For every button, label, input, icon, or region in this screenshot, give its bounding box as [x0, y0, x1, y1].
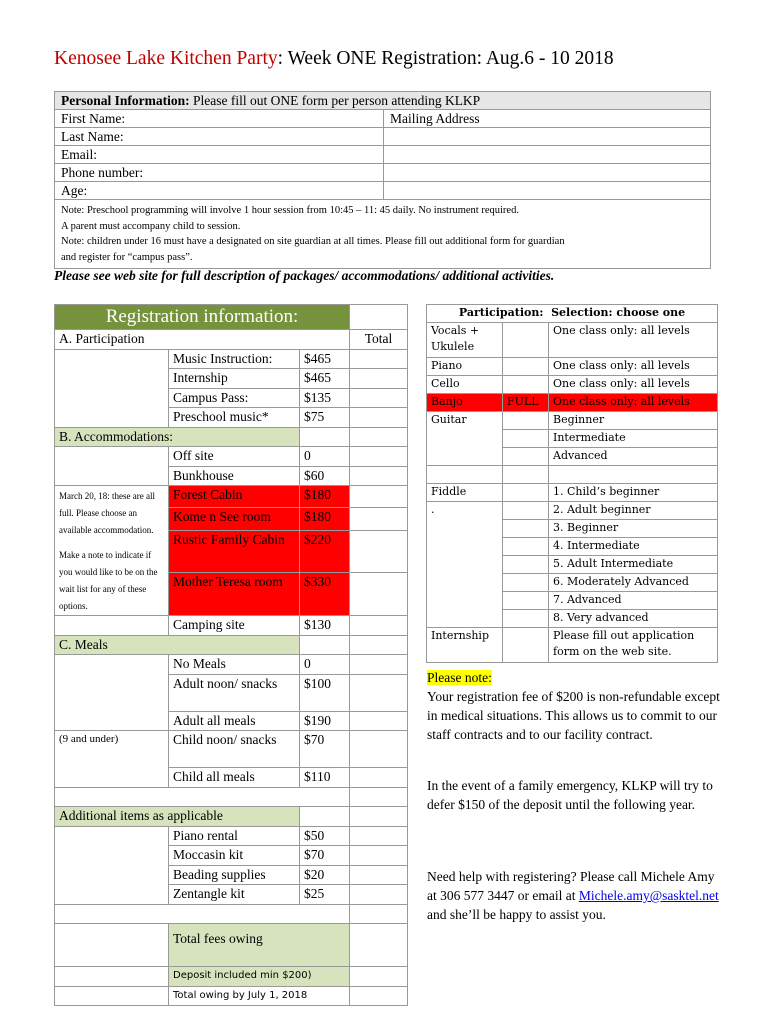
participation-price: $465 [300, 369, 350, 389]
age-field[interactable]: Age: [55, 182, 384, 200]
first-name-field[interactable]: First Name: [55, 110, 384, 128]
meal-price: $110 [300, 768, 350, 788]
please-note-label: Please note: [427, 670, 492, 685]
instrument-label: . [427, 502, 503, 628]
section-c-label: C. Meals [55, 635, 300, 655]
phone-field[interactable]: Phone number: [55, 164, 384, 182]
title-rest: : Week ONE Registration: Aug.6 - 10 2018 [277, 48, 614, 69]
total-fees-label: Total fees owing [169, 924, 350, 967]
email-link[interactable]: Michele.amy@sasktel.net [578, 888, 719, 903]
instrument-label: Piano [427, 358, 503, 376]
participation-price: $135 [300, 388, 350, 408]
website-note: Please see web site for full description of packages/ accommodations/ additional activities. [54, 268, 555, 283]
accommodation-price-full: $330 [300, 573, 350, 616]
total-fees-value[interactable] [350, 924, 408, 967]
additional-label: Beading supplies [169, 865, 300, 885]
total-owing-value[interactable] [350, 986, 408, 1006]
additional-total[interactable] [350, 846, 408, 866]
accommodation-label-full: Forest Cabin [169, 486, 300, 508]
participation-price: $75 [300, 408, 350, 428]
accommodation-label-full: Kome n See room [169, 508, 300, 530]
meal-total[interactable] [350, 655, 408, 675]
instrument-label: Cello [427, 376, 503, 394]
accommodation-price: $60 [300, 466, 350, 486]
meal-price: $190 [300, 711, 350, 731]
selection-option[interactable]: Please fill out application form on the web site. [549, 628, 718, 663]
accommodation-price: 0 [300, 447, 350, 467]
meal-label: Child noon/ snacks [169, 731, 300, 768]
selection-option[interactable]: Advanced [549, 448, 718, 466]
instrument-label: Guitar [427, 412, 503, 466]
accommodation-label: Off site [169, 447, 300, 467]
accommodation-total[interactable] [350, 508, 408, 530]
selection-option[interactable]: One class only: all levels [549, 358, 718, 376]
instrument-label-full: Banjo [427, 394, 503, 412]
mailing-line-2[interactable] [384, 146, 711, 164]
section-b-label: B. Accommodations: [55, 427, 300, 447]
total-owing-label: Total owing by July 1, 2018 [169, 986, 350, 1006]
participation-label: Music Instruction: [169, 349, 300, 369]
additional-price: $20 [300, 865, 350, 885]
instrument-label: Fiddle [427, 484, 503, 502]
selection-option[interactable]: Beginner [549, 412, 718, 430]
participation-label: Internship [169, 369, 300, 389]
participation-price: $465 [300, 349, 350, 369]
accommodation-total[interactable] [350, 447, 408, 467]
accommodation-price: $130 [300, 616, 350, 636]
personal-info-table [54, 91, 711, 269]
meal-label: Child all meals [169, 768, 300, 788]
fee-text: Your registration fee of $200 is non-refundable except in medical situations. This allows us to commit to our staff contracts and to our facility contract. [427, 689, 720, 742]
help-note: Need help with registering? Please call Michele Amy at 306 577 3447 or email at Michele.amy@sasktel.net and she’ll be happy to assist you. [427, 869, 719, 922]
accommodation-label: Bunkhouse [169, 466, 300, 486]
selection-option[interactable]: 2. Adult beginner [549, 502, 718, 520]
meal-price: $70 [300, 731, 350, 768]
accommodation-label: Camping site [169, 616, 300, 636]
personal-info-header: Personal Information: Please fill out ONE form per person attending KLKP [55, 92, 711, 110]
additional-label: Piano rental [169, 826, 300, 846]
selection-option[interactable]: 3. Beginner [549, 520, 718, 538]
deposit-label: Deposit included min $200) [169, 967, 350, 987]
accommodation-total[interactable] [350, 616, 408, 636]
participation-total[interactable] [350, 349, 408, 369]
mailing-line-3[interactable] [384, 164, 711, 182]
instrument-label: Vocals + Ukulele [427, 323, 503, 358]
additional-price: $70 [300, 846, 350, 866]
meal-total[interactable] [350, 711, 408, 731]
accommodation-price-full: $220 [300, 530, 350, 573]
meal-price: $100 [300, 674, 350, 711]
participation-label: Preschool music* [169, 408, 300, 428]
page-title [54, 48, 614, 70]
accommodation-label-full: Mother Teresa room [169, 573, 300, 616]
accommodation-price-full: $180 [300, 508, 350, 530]
personal-notes: Note: Preschool programming will involve 1 hour session from 10:45 – 11: 45 daily. No instrument required. A parent must accompany child to session. Note: children under 16 must have a designated on site guardian at all times. Please fill out additional form for guardian and register for “campus pass”. [55, 200, 711, 269]
selection-option[interactable]: 8. Very advanced [549, 610, 718, 628]
section-a-label: A. Participation [55, 330, 350, 350]
additional-items-label: Additional items as applicable [55, 807, 300, 827]
participation-total[interactable] [350, 388, 408, 408]
meal-label: No Meals [169, 655, 300, 675]
meal-total[interactable] [350, 674, 408, 711]
accommodation-total[interactable] [350, 530, 408, 573]
fee-note [427, 668, 727, 744]
child-age-note: (9 and under) [55, 731, 169, 788]
emergency-note: In the event of a family emergency, KLKP will try to defer $150 of the deposit until the following year. [427, 778, 713, 812]
deposit-value[interactable] [350, 967, 408, 987]
accommodation-label-full: Rustic Family Cabin [169, 530, 300, 573]
instrument-label: Internship [427, 628, 503, 663]
accommodation-full-note: March 20, 18: these are all full. Please choose an available accommodation. Make a note to indicate if you would like to be on the wait list for any of these options. [55, 486, 169, 616]
registration-table [54, 304, 408, 1006]
mailing-line-4[interactable] [384, 182, 711, 200]
total-label: Total [350, 330, 408, 350]
additional-total[interactable] [350, 885, 408, 905]
accommodation-total[interactable] [350, 573, 408, 616]
selection-option[interactable]: Intermediate [549, 430, 718, 448]
registration-header: Registration information: [55, 305, 350, 330]
selection-option[interactable]: 4. Intermediate [549, 538, 718, 556]
selection-option[interactable]: One class only: all levels [549, 323, 718, 358]
meal-price: 0 [300, 655, 350, 675]
participation-label: Campus Pass: [169, 388, 300, 408]
selection-option[interactable]: One class only: all levels [549, 376, 718, 394]
participation-selection-table [426, 304, 718, 663]
selection-option[interactable]: 5. Adult Intermediate [549, 556, 718, 574]
selection-option-full: One class only: all levels [549, 394, 718, 412]
mailing-address-field[interactable]: Mailing Address [384, 110, 711, 128]
selection-option[interactable]: 6. Moderately Advanced [549, 574, 718, 592]
accommodation-total[interactable] [350, 466, 408, 486]
additional-price: $25 [300, 885, 350, 905]
participation-total[interactable] [350, 369, 408, 389]
accommodation-price-full: $180 [300, 486, 350, 508]
additional-total[interactable] [350, 826, 408, 846]
additional-price: $50 [300, 826, 350, 846]
event-name: Kenosee Lake Kitchen Party [54, 48, 278, 69]
accommodation-total[interactable] [350, 486, 408, 508]
email-field[interactable]: Email: [55, 146, 384, 164]
full-badge: FULL [503, 394, 549, 412]
additional-label: Zentangle kit [169, 885, 300, 905]
additional-label: Moccasin kit [169, 846, 300, 866]
meal-total[interactable] [350, 768, 408, 788]
participation-total[interactable] [350, 408, 408, 428]
additional-total[interactable] [350, 865, 408, 885]
selection-option[interactable]: 7. Advanced [549, 592, 718, 610]
meal-label: Adult noon/ snacks [169, 674, 300, 711]
meal-label: Adult all meals [169, 711, 300, 731]
participation-selection-header: Participation: Selection: choose one [427, 305, 718, 323]
meal-total[interactable] [350, 731, 408, 768]
mailing-line-1[interactable] [384, 128, 711, 146]
last-name-field[interactable]: Last Name: [55, 128, 384, 146]
selection-option[interactable]: 1. Child’s beginner [549, 484, 718, 502]
